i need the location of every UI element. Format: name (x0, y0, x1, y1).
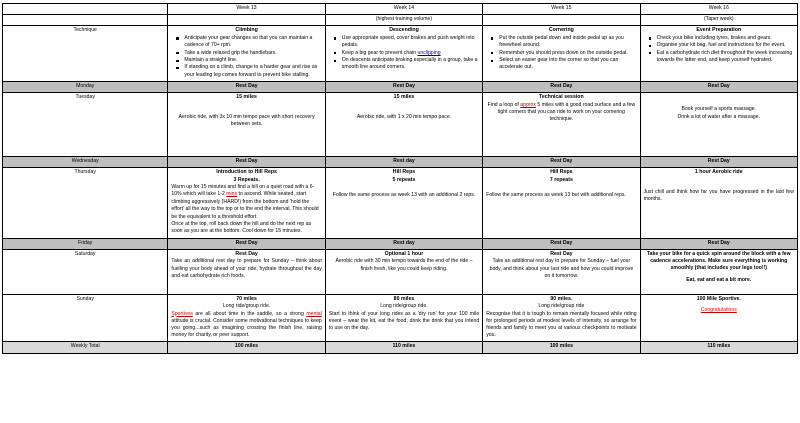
row-wednesday (3, 157, 798, 168)
row-label-monday: Monday (3, 82, 168, 93)
list-item: On descents anticipate braking especially in a group, take a smooth line around corners. (341, 56, 478, 71)
cell-tuesday-week15 (483, 93, 640, 157)
saturday-week14-title: Optional 1 hour (384, 250, 424, 257)
saturday-week13-body: Take an additional rest day to prepare for Sunday – think about fuelling your body ahead of your ride, hydrate throughout the day and eat carbohydrate rich foods. (171, 258, 322, 279)
sunday-week14-title: 80 miles (393, 295, 415, 302)
monday-week16: Rest Day (640, 82, 797, 93)
wednesday-week14: Rest day (325, 157, 482, 168)
sunday-week14-subtitle: Long ride/group ride. (380, 303, 428, 310)
cell-sunday-week13 (168, 294, 325, 341)
cell-tuesday-week14 (325, 93, 482, 157)
cell-thursday-week13 (168, 168, 325, 238)
row-label-saturday: Saturday (3, 249, 168, 294)
spellcheck-word: mins (226, 191, 238, 198)
list-item: Use appropriate speed, cover brakes and push weight into pedals. (342, 35, 479, 50)
tuesday-week15-title: Technical session (539, 94, 584, 101)
wednesday-week16: Rest Day (640, 157, 797, 168)
subheader-week-13 (168, 15, 325, 26)
sunday-week14-body: Start to think of your long rides as a 'dry run' for your 100 mile event – wear the kit, eat the food, drink the drink that you intend to use on the day. (328, 310, 480, 331)
cell-saturday-week14 (325, 249, 482, 294)
thursday-week14-title: Hill Reps (392, 169, 416, 176)
technique-week16-bullets (644, 35, 794, 65)
cell-sunday-week14 (325, 294, 482, 341)
list-item: Keep a big gear to prevent chain unclipping (342, 50, 479, 57)
weekly-total-week15: 100 miles (483, 342, 640, 353)
tuesday-week14-body: Aerobic ride, with 1 x 20 min tempo pace. (356, 113, 452, 120)
row-thursday (3, 168, 798, 238)
list-item: Organise your kit bag, fuel and instructions for the event. (657, 42, 794, 49)
row-label-technique: Technique (3, 26, 168, 82)
list-item: Check your bike including tyres, brakes and gears. (657, 35, 794, 42)
cell-tuesday-week16 (640, 93, 797, 157)
row-tuesday (3, 93, 798, 157)
friday-week16: Rest Day (640, 238, 797, 249)
wednesday-week13: Rest Day (168, 157, 325, 168)
monday-week15: Rest Day (483, 82, 640, 93)
para1-pre: Warm up for 15 minutes and find a hill on a quiet road with a 6-10% which will take 1-2 (171, 184, 315, 198)
list-item: Anticipate your gear changes so that you can maintain a cadence of 70+ rpm. (184, 35, 321, 50)
technique-week14-title: Descending (389, 27, 419, 34)
list-item: Eat a carbohydrate rich diet throughout the week increasing towards the latter end, and keep yourself hydrated. (656, 49, 793, 63)
cell-sunday-week15 (483, 294, 640, 341)
wednesday-week15: Rest Day (483, 157, 640, 168)
thursday-week13-para1 (171, 184, 321, 221)
sunday-week15-body: Recognise that it is tough to remain mentally focused while riding for prolonged periods at modest levels of intensity, so arrange for friends and family to meet you at various checkpoints to motivate you. (486, 310, 637, 339)
sunday-week16-congrats (644, 307, 794, 314)
thursday-week15-subtitle: 7 repeats (549, 176, 573, 183)
cell-saturday-week16 (640, 249, 797, 294)
row-label-weekly-total: Weekly Total (3, 342, 168, 353)
cell-sunday-week16 (640, 294, 797, 341)
list-item: Take a wide relaxed grip the handlebars. (184, 50, 321, 57)
thursday-week14-body: Follow the same process as week 13 with an additional 2 reps. (332, 192, 476, 199)
spellcheck-word: Sportives (171, 310, 193, 317)
list-item: Maintain a straight line. (184, 57, 321, 64)
row-technique (3, 26, 798, 82)
list-item: If standing on a climb, change to a harder gear and rise as your leading leg comes forward to prevent bike stalling. (184, 64, 321, 79)
tuesday-week13-body: Aerobic ride, with 3x 10 min tempo pace with short recovery between sets. (178, 113, 315, 127)
cell-technique-week13 (168, 26, 325, 82)
header-week-15: Week 15 (483, 4, 640, 15)
cell-saturday-week13 (168, 249, 325, 294)
thursday-week13-paragraphs (171, 184, 321, 236)
thursday-week16-title: 1 hour Aerobic ride (694, 169, 743, 176)
subheader-week-16: (Taper week) (640, 15, 797, 26)
cell-thursday-week15 (483, 168, 640, 238)
tuesday-week15-body-post: 5 miles with a good road surface and a few tight corners that you can ride to work on your cornering technique. (497, 101, 636, 123)
row-label-wednesday: Wednesday (3, 157, 168, 168)
friday-week15: Rest Day (483, 238, 640, 249)
technique-week15-bullets (486, 35, 636, 72)
header-week-14: Week 14 (325, 4, 482, 15)
table-subheader-row (3, 15, 798, 26)
tuesday-week16-line1: Book yourself a sports massage. (681, 106, 757, 113)
cell-thursday-week16 (640, 168, 797, 238)
thursday-week14-subtitle: 5 repeats (392, 176, 416, 183)
weekly-total-week13: 100 miles (168, 342, 325, 353)
row-label-sunday: Sunday (3, 294, 168, 341)
weekly-total-week14: 110 miles (325, 342, 482, 353)
para1-post: to ascend. While seated, start climbing aggressively (HARD!) from the bottom and 'hold the effort' all the way to the top or to the end the interval. This should be the equivalent to a threshold effort. (171, 191, 319, 220)
list-item: Put the outside pedal down and inside pedal up as you freewheel around. (499, 35, 636, 50)
sunday-week13-body (171, 311, 321, 340)
row-saturday (3, 249, 798, 294)
technique-week13-title: Climbing (235, 27, 258, 34)
sunday-week13-body-mid: are all about time in the saddle, so a strong (192, 310, 307, 317)
training-plan-table (2, 3, 798, 354)
cell-technique-week15 (483, 26, 640, 82)
saturday-week14-body: Aerobic ride with 30 min tempo towards the end of the ride – finish fresh, like you could keep riding. (335, 258, 473, 272)
header-week-13: Week 13 (168, 4, 325, 15)
monday-week13: Rest Day (168, 82, 325, 93)
weekly-total-week16: 110 miles (640, 342, 797, 353)
tuesday-week16-line2: Drink a lot of water after a massage. (677, 113, 761, 120)
saturday-week16-body: Take your bike for a quick spin around the block with a few cadence accelerations. Make sure everything is working smoothly (that includes your legs too!!) (646, 250, 791, 272)
friday-week14: Rest day (325, 238, 482, 249)
unclipping-link[interactable]: unclipping (417, 49, 441, 56)
row-label-tuesday: Tuesday (3, 93, 168, 157)
tuesday-week15-body-pre: Find a loop of (487, 101, 521, 108)
thursday-week16-body: Just chill and think how far you have progressed in the last few months. (643, 188, 794, 202)
spellcheck-word: mental (306, 310, 322, 317)
subheader-week-14: (highest training volume) (325, 15, 482, 26)
sunday-week16-title: 100 Mile Sportive. (696, 295, 741, 302)
technique-week16-title: Event Preparation (696, 27, 742, 34)
saturday-week13-title: Rest Day (235, 250, 258, 257)
monday-week14: Rest Day (325, 82, 482, 93)
cell-thursday-week14 (325, 168, 482, 238)
cell-technique-week14 (325, 26, 482, 82)
friday-week13: Rest Day (168, 238, 325, 249)
subheader-week-15 (483, 15, 640, 26)
row-label-friday: Friday (3, 238, 168, 249)
tuesday-week13-title: 15 miles (236, 94, 257, 101)
sunday-week13-body-post: attitude is crucial. Consider some motivational techniques to keep you going...such as imagining crossing the finish line, raising money for charity, or peer support. (171, 317, 322, 339)
thursday-week15-title: Hill Reps (550, 169, 573, 176)
table-header-row (3, 4, 798, 15)
spellcheck-word: approx (520, 101, 536, 108)
row-friday (3, 238, 798, 249)
row-weekly-total (3, 342, 798, 353)
list-item: Select an easier gear into the corner so that you can accelerate out. (499, 57, 636, 72)
cell-technique-week16 (640, 26, 797, 82)
row-monday (3, 82, 798, 93)
sunday-week15-subtitle: Long ride/group ride (538, 303, 585, 310)
corner-cell-sub (3, 15, 168, 26)
sunday-week13-subtitle: Long ride/group ride. (222, 303, 271, 310)
technique-week14-bullets (329, 35, 479, 72)
tuesday-week15-body (486, 102, 636, 124)
header-week-16: Week 16 (640, 4, 797, 15)
thursday-week13-para2: Once at the top, roll back down the hill and do the next rep as soon as you are at the bottom. Cool down for 15 minutes. (171, 220, 312, 235)
row-label-thursday: Thursday (3, 168, 168, 238)
cell-tuesday-week13 (168, 93, 325, 157)
row-sunday (3, 294, 798, 341)
congratulations-text: Congratulations (700, 307, 737, 314)
sunday-week13-title: 70 miles (236, 295, 257, 302)
corner-cell (3, 4, 168, 15)
technique-week15-title: Cornering (548, 27, 574, 34)
technique-week13-bullets (171, 35, 321, 79)
thursday-week15-body: Follow the same process as week 13 but with additional reps. (486, 192, 626, 199)
tuesday-week14-title: 15 miles (393, 94, 415, 101)
saturday-week15-title: Rest Day (550, 250, 573, 257)
list-item: Remember you should press down on the outside pedal. (499, 50, 636, 57)
saturday-week15-body: Take an additional rest day to prepare for Sunday – fuel your body, and think about your last ride and how you could improve on it tomorrow. (489, 258, 634, 279)
thursday-week13-subtitle: 3 Repeats. (233, 176, 260, 183)
saturday-week16-footer: Eat, eat and eat a bit more. (686, 276, 752, 283)
thursday-week13-title: Introduction to Hill Reps (216, 169, 277, 176)
cell-saturday-week15 (483, 249, 640, 294)
sunday-week15-title: 90 miles. (550, 295, 573, 302)
